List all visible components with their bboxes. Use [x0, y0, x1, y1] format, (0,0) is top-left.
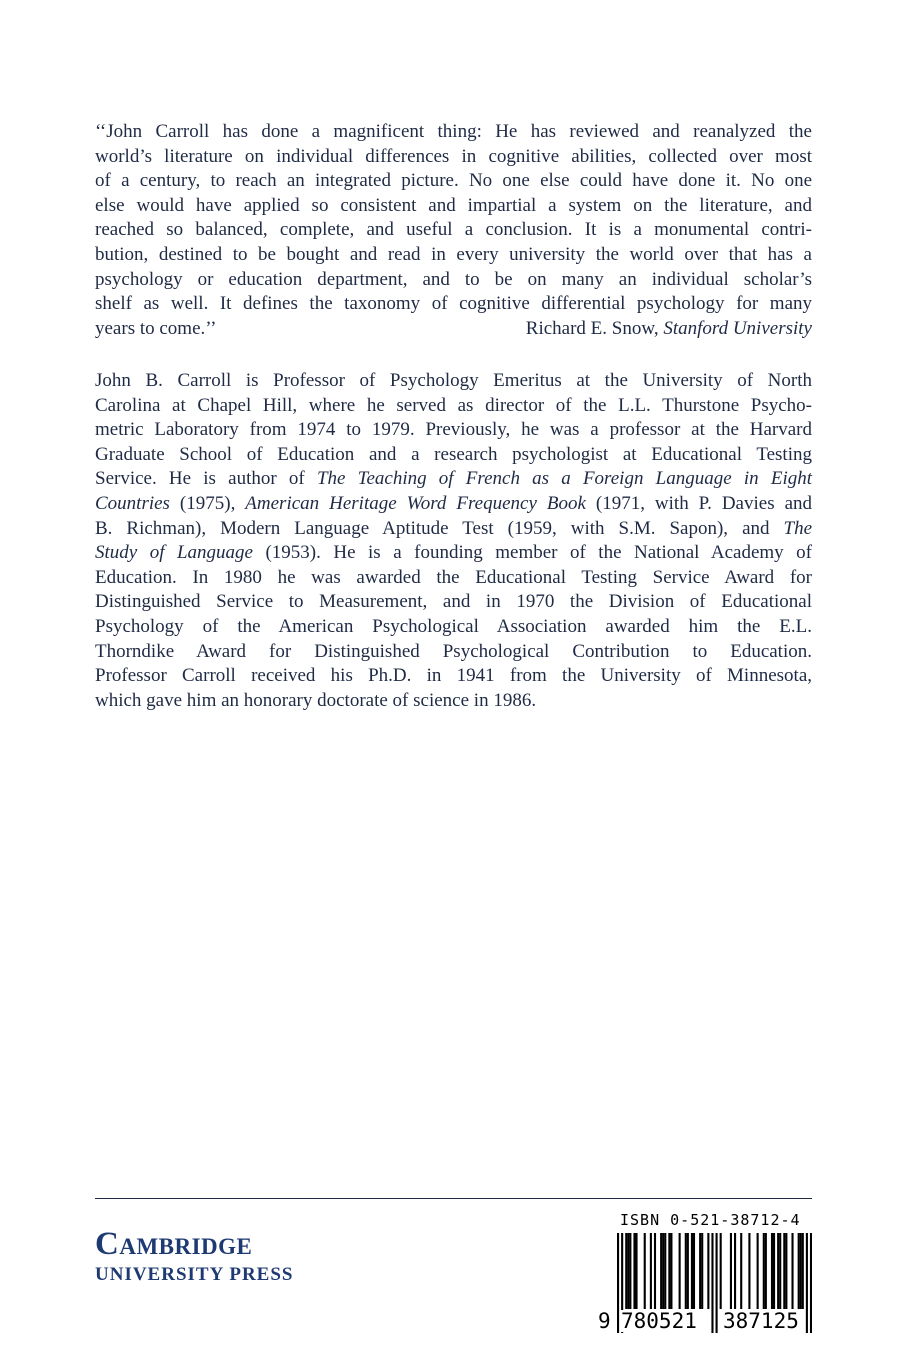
quote-attribution — [526, 317, 812, 342]
publisher-subtitle: UNIVERSITY PRESS — [95, 1264, 294, 1285]
barcode-bar — [693, 1233, 695, 1309]
barcode-bar — [629, 1233, 631, 1309]
bio-line: B. Richman), Modern Language Aptitude Test (1959, with S.M. Sapon), and The — [95, 517, 813, 539]
barcode-bar — [720, 1233, 722, 1309]
barcode-bar — [785, 1233, 787, 1309]
footer-divider — [95, 1198, 812, 1199]
barcode-bar — [771, 1233, 773, 1309]
barcode-guard-bar — [617, 1233, 619, 1333]
barcode-bar — [802, 1233, 804, 1309]
barcode-bar — [798, 1233, 800, 1309]
bio-line: Countries (1975), American Heritage Word Frequency Book (1971, with P. Davies and — [95, 492, 812, 514]
barcode-bar — [699, 1233, 701, 1309]
barcode-guard-bar — [806, 1233, 808, 1333]
barcode-lead-digit: 9 — [598, 1309, 611, 1333]
barcode-bar — [635, 1233, 637, 1309]
barcode-bar — [644, 1233, 646, 1309]
quote-line: reached so balanced, complete, and useful a conclusion. It is a monumental contri- — [95, 219, 812, 241]
bio-line: which gave him an honorary doctorate of science in 1986. — [95, 689, 537, 711]
barcode-bar — [627, 1233, 629, 1309]
publisher-name: Cambridge — [95, 1226, 253, 1262]
isbn-label: ISBN 0-521-38712-4 — [620, 1211, 801, 1229]
quote-line: psychology or education department, and to be on many an individual scholar’s — [95, 268, 812, 290]
barcode-bar — [668, 1233, 670, 1309]
bio-line: Study of Language (1953). He is a founding member of the National Academy of — [95, 542, 812, 564]
bio-line: John B. Carroll is Professor of Psychology Emeritus at the University of North — [95, 370, 812, 391]
barcode-bar — [660, 1233, 662, 1309]
book-title: American Heritage Word Frequency Book — [245, 492, 586, 514]
bio-line: Graduate School of Education and a research psychologist at Educational Testing — [95, 443, 812, 465]
endorsement-quote — [95, 120, 812, 341]
attribution-affiliation: Stanford University — [663, 317, 812, 339]
quote-final-row — [95, 317, 812, 342]
barcode-bar — [662, 1233, 664, 1309]
barcode-bar — [730, 1233, 732, 1309]
barcode-bar — [800, 1233, 802, 1309]
barcode-bar — [748, 1233, 750, 1309]
barcode-bar — [791, 1233, 793, 1309]
barcode-bar — [687, 1233, 689, 1309]
quote-line: bution, destined to be bought and read in every university the world over that has a — [95, 243, 812, 265]
barcode-bar — [757, 1233, 759, 1309]
barcode-left-digits: 780521 — [621, 1309, 697, 1333]
barcode-guard-bar — [711, 1233, 713, 1333]
attribution-name: Richard E. Snow, — [525, 317, 659, 339]
barcode-bar — [691, 1233, 693, 1309]
barcode-bar — [707, 1233, 709, 1309]
barcode-bar — [654, 1233, 656, 1309]
quote-line: ‘‘John Carroll has done a magnificent thing: He has reviewed and reanalyzed the — [95, 121, 812, 142]
bio-line: Distinguished Service to Measurement, and in 1970 the Division of Educational — [95, 591, 812, 613]
barcode-bar — [685, 1233, 687, 1309]
bio-line: metric Laboratory from 1974 to 1979. Previously, he was a professor at the Harvard — [95, 419, 812, 441]
book-title: The — [783, 517, 813, 539]
barcode-bar — [783, 1233, 785, 1309]
barcode-bar — [777, 1233, 779, 1309]
quote-line: of a century, to reach an integrated picture. No one else could have done it. No one — [95, 170, 812, 192]
barcode-bar — [763, 1233, 765, 1309]
barcode-bar — [625, 1233, 627, 1309]
barcode-bar — [670, 1233, 672, 1309]
bio-line: Psychology of the American Psychological Association awarded him the E.L. — [95, 615, 812, 637]
barcode-bar — [765, 1233, 767, 1309]
bio-line: Carolina at Chapel Hill, where he served as director of the L.L. Thurstone Psycho- — [95, 394, 812, 416]
bio-line: Thorndike Award for Distinguished Psychological Contribution to Education. — [95, 640, 812, 662]
quote-line: world’s literature on individual differences in cognitive abilities, collected over most — [95, 145, 812, 167]
book-title: Countries — [95, 492, 170, 514]
author-bio — [95, 369, 812, 713]
barcode-bar — [650, 1233, 652, 1309]
bio-line: Professor Carroll received his Ph.D. in 1941 from the University of Minnesota, — [95, 665, 812, 687]
barcode-bar — [701, 1233, 703, 1309]
barcode-right-digits: 387125 — [723, 1309, 799, 1333]
book-title: The Teaching of French as a Foreign Language in Eight — [316, 468, 812, 490]
barcode-bar — [679, 1233, 681, 1309]
barcode-bar — [633, 1233, 635, 1309]
bio-line: Education. In 1980 he was awarded the Educational Testing Service Award for — [95, 566, 812, 588]
barcode-bar — [773, 1233, 775, 1309]
quote-final-line: years to come.’’ — [95, 317, 217, 339]
barcode-bar — [740, 1233, 742, 1309]
barcode-bar — [734, 1233, 736, 1309]
quote-line: shelf as well. It defines the taxonomy of cognitive differential psychology for many — [95, 293, 812, 315]
barcode-guard-bar — [716, 1233, 718, 1333]
barcode-bar — [664, 1233, 666, 1309]
bio-line: Service. He is author of The Teaching of French as a Foreign Language in Eight — [95, 468, 812, 490]
barcode-bar — [779, 1233, 781, 1309]
publisher-logo — [95, 1226, 294, 1286]
barcode-guard-bar — [810, 1233, 812, 1333]
book-title: Study of Language — [95, 542, 253, 564]
quote-line: else would have applied so consistent and impartial a system on the literature, and — [95, 194, 812, 216]
